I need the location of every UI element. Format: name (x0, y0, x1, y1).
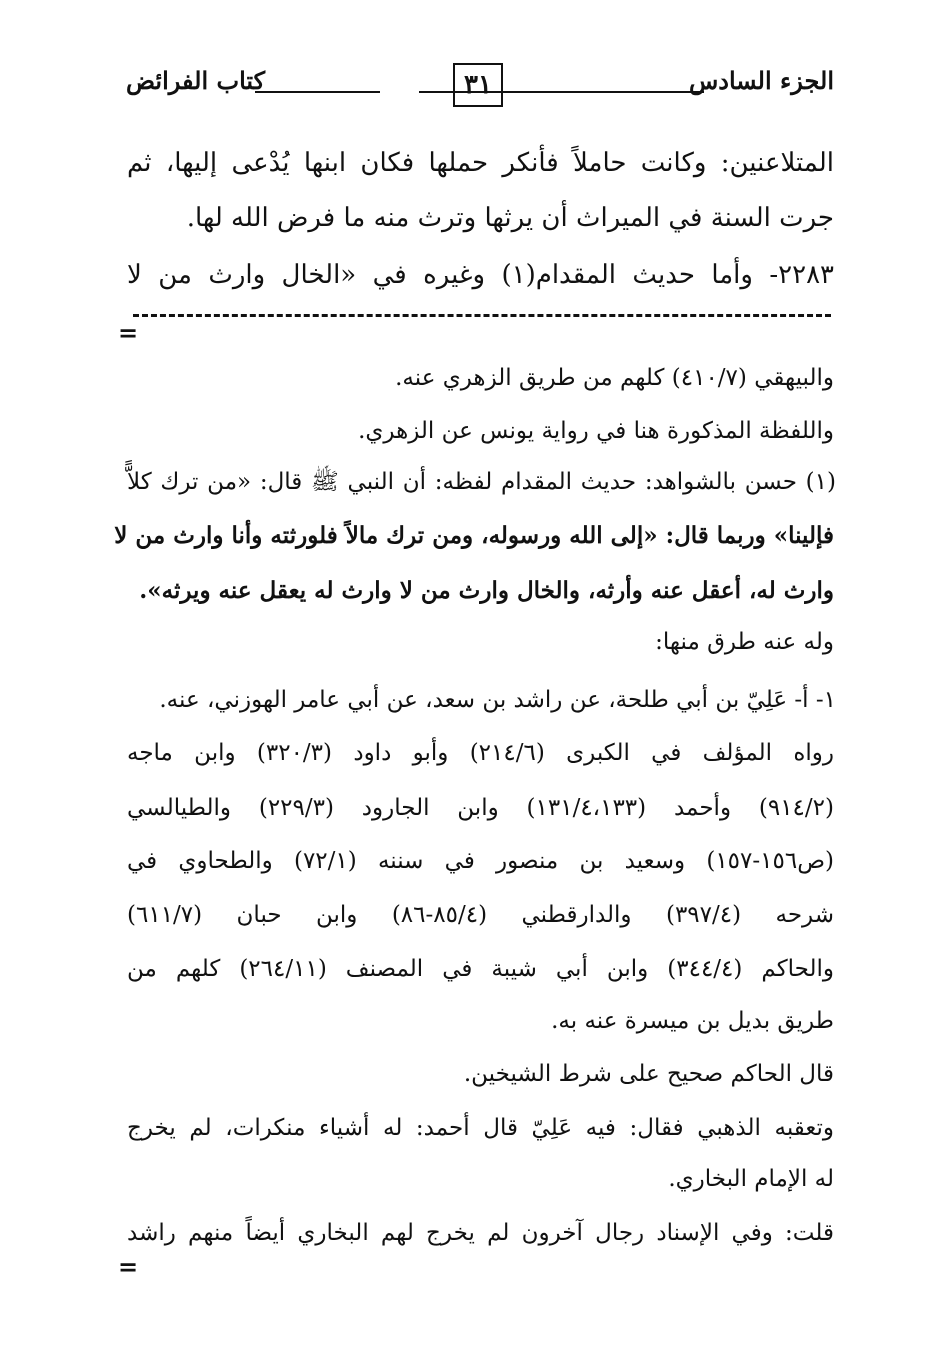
continuation-mark: = (118, 318, 139, 347)
footnote-line: قال الحاكم صحيح على شرط الشيخين. (463, 1061, 834, 1087)
footnote-line: له الإمام البخاري. (668, 1166, 834, 1192)
footnote-line: (٩١٤/٢) وأحمد (١٣١/٤،١٣٣) وابن الجارود (٢٢٩/٣) والطيالسي (127, 795, 834, 821)
footnote-line: قلت: وفي الإسناد رجال آخرون لم يخرج لهم البخاري أيضاً منهم راشد (127, 1220, 834, 1246)
header-rule-left (255, 91, 380, 93)
hadith-line: ٢٢٨٣- وأما حديث المقدام(١) وغيره في «الخال وارث من لا (127, 260, 834, 290)
footnote-line: شرحه (٣٩٧/٤) والدارقطني (٨٥/٤-٨٦) وابن حبان (٦١١/٧) (127, 902, 835, 928)
page-number: ٣١ (453, 63, 503, 107)
footnote-line: طريق بديل بن ميسرة عنه به. (551, 1008, 834, 1034)
footnote-line: رواه المؤلف في الكبرى (٢١٤/٦) وأبو داود (٣٢٠/٣) وابن ماجه (127, 740, 834, 766)
volume-title: الجزء السادس (688, 66, 834, 95)
footnote-line: وارث له، أعقل عنه وأرثه، والخال وارث من لا وارث له يعقل عنه ويرثه». (139, 577, 834, 604)
footnote-line: (ص١٥٦-١٥٧) وسعيد بن منصور في سننه (٧٢/١) والطحاوي في (127, 848, 834, 874)
footnote-line: فإلينا» وربما قال: «إلى الله ورسوله، ومن ترك مالاً فلورثته وأنا وارث من لا (114, 522, 834, 549)
footnote-separator (133, 314, 831, 317)
continuation-mark: = (118, 1252, 139, 1281)
footnote-line: والحاكم (٣٤٤/٤) وابن أبي شيبة في المصنف (٢٦٤/١١) كلهم من (127, 956, 835, 982)
footnote-line: وتعقبه الذهبي فقال: فيه عَلِيّ قال أحمد: له أشياء منكرات، لم يخرج (127, 1115, 834, 1141)
footnote-line: ١- أ- عَلِيّ بن أبي طلحة، عن راشد بن سعد، عن أبي عامر الهوزني، عنه. (159, 687, 836, 713)
footnote-line: وله عنه طرق منها: (655, 629, 834, 655)
main-text-line: المتلاعنين: وكانت حاملاً فأنكر حملها فكان ابنها يُدْعى إليها، ثم (127, 148, 834, 178)
footnote-line: والبيهقي (٤١٠/٧) كلهم من طريق الزهري عنه. (395, 365, 834, 391)
book-title: كتاب الفرائض (126, 66, 266, 95)
main-text-line: جرت السنة في الميراث أن يرثها وترث منه ما فرض الله لها. (186, 203, 834, 233)
footnote-line: واللفظة المذكورة هنا في رواية يونس عن الزهري. (358, 418, 834, 444)
footnote-line: (١) حسن بالشواهد: حديث المقدام لفظه: أن النبي ﷺ قال: «من ترك كلاًّ (127, 469, 836, 495)
